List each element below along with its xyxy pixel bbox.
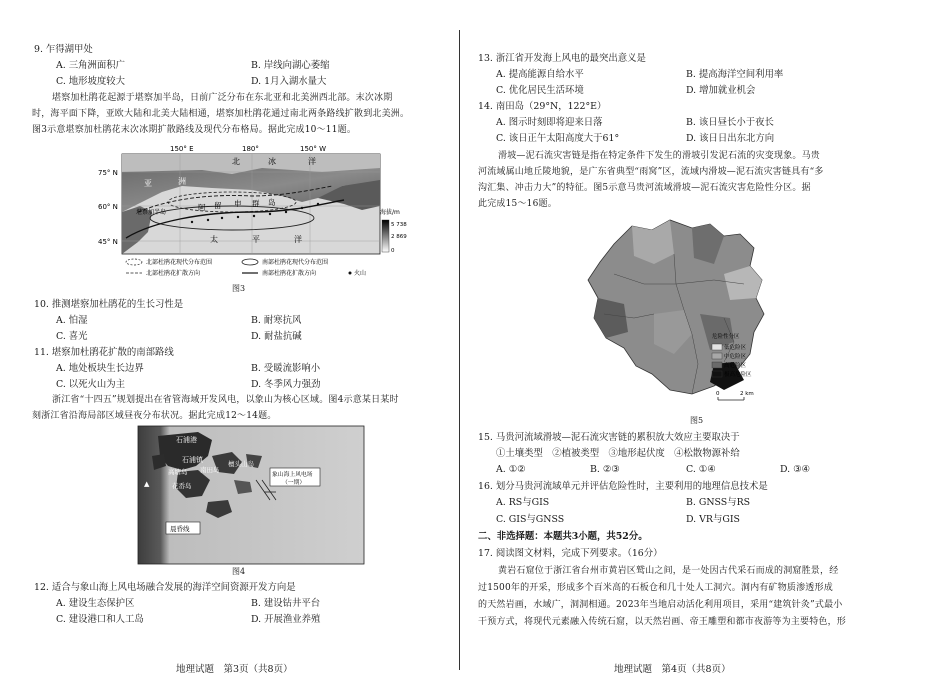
q12-option-d: D. 开展渔业养殖: [251, 614, 321, 625]
q16-option-a: A. RS与GIS: [496, 497, 550, 508]
label-tantoushan: 檀头山岛: [228, 460, 254, 468]
label-huaao: 花岙岛: [172, 482, 192, 490]
q17-stem: 17. 阅读图文材料，完成下列要求。（16分）: [478, 548, 663, 559]
q9-option-b: B. 岸线向湖心萎缩: [251, 60, 330, 71]
lat-45n: 45° N: [98, 238, 118, 246]
q10-option-a: A. 怕湿: [56, 315, 88, 326]
map-label-a: 阿: [198, 203, 206, 212]
map-label-bing: 冰: [268, 157, 276, 166]
legend-south-direction: 南部杜鹃花扩散方向: [262, 270, 317, 277]
terminator-label: 晨昏线: [170, 525, 190, 533]
q12-option-c: C. 建设港口和人工岛: [56, 614, 144, 625]
map-label-dao: 岛: [268, 198, 276, 207]
q15-option-a: A. ①②: [496, 464, 526, 475]
elevation-legend-title: 海拔/m: [380, 209, 400, 216]
q10-option-b: B. 耐寒抗风: [251, 315, 302, 326]
passage-10-line-3: 图3示意堪察加杜鹃花末次冰期扩散路线及现代分布格局。据此完成10～11题。: [32, 125, 357, 135]
lat-75n: 75° N: [98, 169, 118, 177]
q11-option-b: B. 受暖流影响小: [251, 363, 321, 374]
q16-stem: 16. 划分马贵河流域单元并评估危险性时，主要利用的地理信息技术是: [478, 481, 768, 492]
label-shipu-town: 石浦镇: [182, 456, 203, 464]
passage-17-line-2: 过1500年的开采，形成多个百米高的石板仓和几十处人工洞穴。洞内有矿物质渗透形成: [478, 583, 833, 593]
q11-option-c: C. 以死火山为主: [56, 379, 126, 390]
legend-low: 低危险区: [724, 345, 747, 351]
passage-15-line-4: 此完成15～16题。: [478, 199, 557, 209]
figure-3-map: [82, 142, 407, 290]
elevation-mid: 2 869: [391, 234, 407, 240]
q15-items: ①土壤类型 ②植被类型 ③地形起伏度 ④松散物源补给: [496, 448, 740, 459]
passage-17-line-1: 黄岩石窟位于浙江省台州市黄岩区鹫山之间，是一处因古代采石而成的洞窟胜景，经: [498, 566, 839, 576]
elevation-max: 5 738: [391, 222, 407, 228]
q13-option-a: A. 提高能源自给水平: [496, 69, 584, 80]
q13-stem: 13. 浙江省开发海上风电的最突出意义是: [478, 53, 646, 64]
map-label-ya: 亚: [144, 179, 152, 188]
q9-stem: 9. 乍得湖甲处: [34, 44, 93, 55]
section-2-heading: 二、非选择题：本题共3小题，共52分。: [478, 531, 648, 542]
lon-150e: 150° E: [170, 145, 194, 153]
q14-option-b: B. 该日昼长小于夜长: [686, 117, 774, 128]
page-footer-left: 地理试题 第3页（共8页）: [176, 664, 293, 675]
map-label-liu: 留: [214, 201, 222, 210]
map-label-zhou: 洲: [178, 177, 186, 186]
page-3: [32, 0, 444, 688]
legend-north-range: 北部杜鹃花现代分布范围: [146, 259, 213, 266]
q9-option-a: A. 三角洲面积广: [56, 60, 125, 71]
q11-stem: 11. 堪察加杜鹃花扩散的南部路线: [34, 347, 174, 358]
lon-180: 180°: [242, 145, 259, 153]
figure-4-satellite: [138, 426, 364, 564]
map-label-yang: 洋: [308, 157, 316, 166]
q9-option-c: C. 地形坡度较大: [56, 76, 126, 87]
passage-10-line-1: 堪察加杜鹃花起源于堪察加半岛，日前广泛分布在东北亚和北美洲西北部。末次冰期: [52, 93, 393, 103]
wind-farm-phase: （一期）: [282, 480, 306, 486]
q15-option-b: B. ②③: [590, 464, 620, 475]
page-4: [478, 0, 898, 688]
legend-extreme: 极高危险区: [724, 372, 752, 378]
q11-option-a: A. 地处板块生长边界: [56, 363, 144, 374]
q10-stem: 10. 推测堪察加杜鹃花的生长习性是: [34, 299, 184, 310]
scale-2km: 2 km: [740, 391, 754, 397]
map-label-ping: 平: [252, 235, 260, 244]
q13-option-c: C. 优化居民生活环境: [496, 85, 584, 96]
passage-12-line-2: 刻浙江省沿海局部区域昼夜分布状况。据此完成12～14题。: [32, 411, 277, 421]
q14-option-c: C. 该日正午太阳高度大于61°: [496, 133, 620, 144]
q12-option-a: A. 建设生态保护区: [56, 598, 135, 609]
wind-farm-label: 象山海上风电场: [272, 472, 313, 478]
q15-stem: 15. 马贵河流域滑坡—泥石流灾害链的累积放大效应主要取决于: [478, 432, 740, 443]
q15-option-d: D. ③④: [780, 464, 810, 475]
hazard-legend-title: 危险性分区: [712, 334, 740, 340]
lon-150w: 150° W: [300, 145, 327, 153]
figure-5-caption: 图5: [690, 416, 704, 425]
passage-17-line-3: 的天然岩画，水域广，洞洞相通。2023年当地启动活化利用项目，采用“建筑针灸”式最小: [478, 600, 843, 610]
q10-option-c: C. 喜光: [56, 331, 88, 342]
q14-option-d: D. 该日日出东北方向: [686, 133, 775, 144]
north-arrow: ▲: [144, 480, 150, 488]
passage-10-line-2: 时，海平面下降，亚欧大陆和北美大陆相通，堪察加杜鹃花通过南北两条路线扩散到北美洲。: [32, 109, 410, 119]
q12-stem: 12. 适合与象山海上风电场融合发展的海洋空间资源开发方向是: [34, 582, 296, 593]
q14-stem: 14. 南田岛（29°N，122°E）: [478, 101, 607, 112]
figure-3-caption: 图3: [232, 284, 246, 293]
column-divider: [459, 30, 460, 670]
q14-option-a: A. 图示时刻即将迎来日落: [496, 117, 603, 128]
map-label-tai: 太: [210, 235, 218, 244]
map-label-qun: 群: [252, 199, 260, 208]
q9-option-d: D. 1月入湖水量大: [251, 76, 327, 87]
map-label-yang2: 洋: [294, 235, 302, 244]
legend-high: 高危险区: [724, 363, 747, 369]
q13-option-d: D. 增加就业机会: [686, 85, 756, 96]
label-shipu-port: 石浦港: [176, 436, 197, 444]
lat-60n: 60° N: [98, 203, 118, 211]
passage-15-line-1: 滑坡—泥石流灾害链是指在特定条件下发生的滑坡引发泥石流的灾变现象。马贵: [498, 151, 821, 161]
q16-option-c: C. GIS与GNSS: [496, 514, 565, 525]
q15-option-c: C. ①④: [686, 464, 716, 475]
label-gaotang: 高塘岛: [168, 468, 188, 476]
scale-zero: 0: [716, 391, 720, 397]
page-footer-right: 地理试题 第4页（共8页）: [614, 664, 731, 675]
q11-option-d: D. 冬季风力强劲: [251, 379, 321, 390]
figure-4-caption: 图4: [232, 567, 246, 576]
passage-12-line-1: 浙江省“十四五”规划提出在省管海域开发风电，以象山为核心区域。图4示意某日某时: [52, 395, 399, 405]
elevation-min: 0: [391, 248, 395, 254]
map-label-kamchatka: 堪察加半岛: [136, 209, 167, 216]
legend-south-range: 南部杜鹃花现代分布范围: [262, 259, 329, 266]
legend-north-direction: 北部杜鹃花扩散方向: [146, 270, 201, 277]
passage-15-line-3: 沟汇集、冲击力大”的特征。图5示意马贵河流域滑坡—泥石流灾害危险性分区。据: [478, 183, 811, 193]
q12-option-b: B. 建设钻井平台: [251, 598, 321, 609]
passage-17-line-4: 干预方式，将现代元素融入传统石窟，以天然岩画、帝王雕塑和都市夜游等为主要特色，形: [478, 617, 847, 627]
q13-option-b: B. 提高海洋空间利用率: [686, 69, 784, 80]
map-label-shen: 申: [234, 199, 242, 208]
q16-option-b: B. GNSS与RS: [686, 497, 751, 508]
legend-medium: 中危险区: [724, 354, 747, 360]
map-label-bei: 北: [232, 157, 240, 166]
q10-option-d: D. 耐盐抗碱: [251, 331, 302, 342]
label-nantian: 南田岛: [200, 466, 220, 474]
figure-5-hazard-map: [574, 214, 804, 414]
passage-15-line-2: 河流域属山地丘陵地貌，是广东省典型“雨窝”区，流域内滑坡—泥石流灾害链具有“多: [478, 167, 824, 177]
q16-option-d: D. VR与GIS: [686, 514, 740, 525]
legend-volcano: 火山: [354, 270, 367, 277]
